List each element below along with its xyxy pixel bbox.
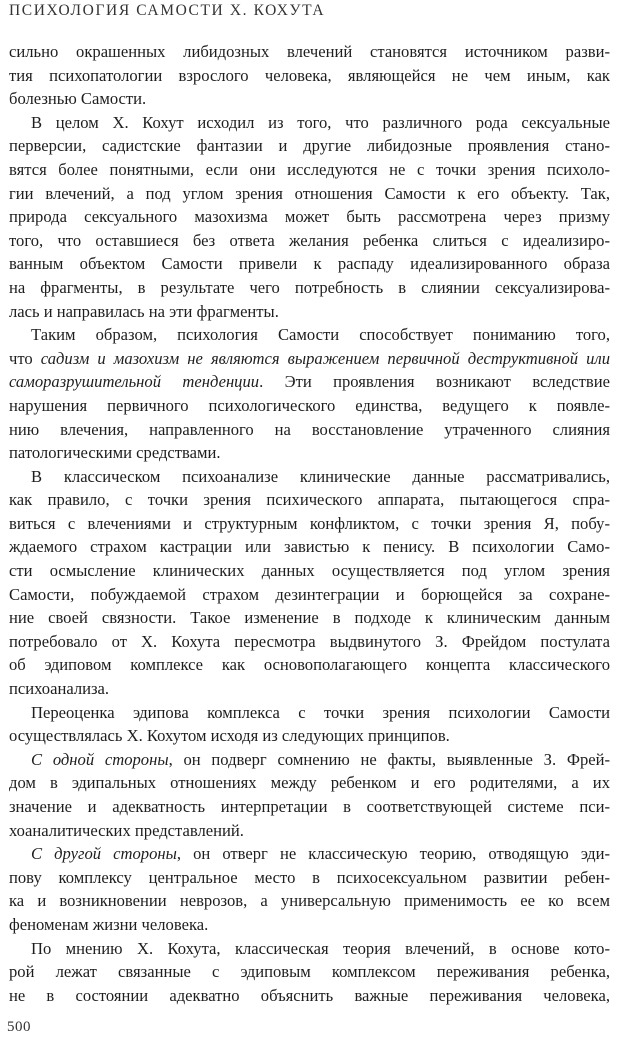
text-segment: психоанализа. <box>9 679 110 699</box>
text-line <box>9 653 610 677</box>
text-line <box>9 205 610 229</box>
text-segment: хоаналитических представлений. <box>9 820 244 840</box>
italic-text-segment: С другой стороны <box>31 844 177 864</box>
text-line <box>9 347 610 371</box>
text-segment: ние своей связности. Такое изменение в подходе к клиническим данным <box>9 608 610 628</box>
text-segment: нарушения первичного психологического единства, ведущего к появле- <box>9 395 610 415</box>
text-segment: потребовало от Х. Кохута пересмотра выдвинутого З. Фрейдом постулата <box>9 631 610 651</box>
text-segment: значение и адекватность интерпретации в соответствующей системе пси- <box>9 797 610 816</box>
text-line <box>9 323 610 347</box>
text-segment: . Эти проявления возникают вследствие <box>259 372 610 392</box>
text-segment: осуществлялась Х. Кохутом исходя из следующих принципов. <box>9 726 450 746</box>
text-segment: феноменам жизни человека. <box>9 914 209 934</box>
text-line <box>9 512 610 536</box>
text-line <box>9 795 610 819</box>
text-segment: об эдиповом комплексе как основополагающего концепта классического <box>9 655 610 675</box>
text-segment: сти осмысление клинических данных осуществляется под углом зрения <box>9 561 610 581</box>
text-line <box>9 394 610 418</box>
text-line <box>9 465 610 489</box>
text-segment: на фрагменты, в результате чего потребность в слиянии сексуализирова- <box>9 277 610 297</box>
text-line <box>9 370 610 394</box>
text-segment: В классическом психоанализе клинические данные рассматривались, <box>31 466 610 486</box>
text-line <box>9 559 610 583</box>
text-line <box>9 724 610 748</box>
text-segment: , он подверг сомнению не факты, выявленные З. Фрей- <box>168 749 610 769</box>
text-line <box>9 134 610 158</box>
text-segment: рой лежат связанные с эдиповым комплексом переживания ребенка, <box>9 962 610 982</box>
text-line <box>9 488 610 512</box>
text-line <box>9 418 610 442</box>
text-segment: природа сексуального мазохизма может быть рассмотрена через призму <box>9 207 610 227</box>
text-line <box>9 937 610 961</box>
text-line <box>9 252 610 276</box>
text-segment: В целом Х. Кохут исходил из того, что различного рода сексуальные <box>31 112 610 132</box>
text-line <box>9 300 610 324</box>
text-segment: ванным объектом Самости привели к распаду идеализированного образа <box>9 254 610 274</box>
text-segment: По мнению Х. Кохута, классическая теория влечений, в основе кото- <box>31 938 610 958</box>
text-segment: ждаемого страхом кастрации или завистью к пенису. В психологии Само- <box>9 537 610 557</box>
text-segment: ка и возникновении неврозов, а универсальную применимость ее ко всем <box>9 891 610 911</box>
text-line <box>9 229 610 253</box>
text-line <box>9 984 610 1008</box>
text-segment: болезнью Самости. <box>9 89 147 109</box>
text-line <box>9 866 610 890</box>
text-line <box>9 40 610 64</box>
text-segment: тия психопатологии взрослого человека, являющейся не чем иным, как <box>9 65 610 85</box>
text-segment: перверсии, садистские фантазии и другие либидозные проявления стано- <box>9 136 610 156</box>
text-line <box>9 701 610 725</box>
text-segment: что <box>9 348 41 368</box>
running-head: ПСИХОЛОГИЯ САМОСТИ Х. КОХУТА <box>9 2 326 19</box>
text-line <box>9 960 610 984</box>
text-segment: не в состоянии адекватно объяснить важные переживания человека, <box>9 985 610 1005</box>
italic-text-segment: саморазрушительной тенденции <box>9 372 260 392</box>
text-line <box>9 913 610 937</box>
text-line <box>9 677 610 701</box>
text-line <box>9 748 610 772</box>
text-line <box>9 583 610 607</box>
text-segment: Таким образом, психология Самости способствует пониманию того, <box>31 325 610 345</box>
text-segment: , он отверг не классическую теорию, отводящую эди- <box>176 844 610 864</box>
text-line <box>9 606 610 630</box>
text-line <box>9 111 610 135</box>
text-segment: виться с влечениями и структурным конфликтом, с точки зрения Я, побу- <box>9 513 610 533</box>
text-line <box>9 842 610 866</box>
text-segment: пову комплексу центральное место в психосексуальном развитии ребен- <box>9 867 610 887</box>
text-segment: Переоценка эдипова комплекса с точки зрения психологии Самости <box>31 702 610 722</box>
body-text <box>9 40 610 1007</box>
text-segment: сильно окрашенных либидозных влечений становятся источником разви- <box>9 42 610 61</box>
text-segment: Самости, побуждаемой страхом дезинтеграции и борющейся за сохране- <box>9 584 610 604</box>
italic-text-segment: садизм и мазохизм не являются выражением первичной деструктивной или <box>40 348 610 368</box>
text-segment: того, что оставшиеся без ответа желания ребенка слиться с идеализиро- <box>9 230 610 250</box>
text-line <box>9 276 610 300</box>
text-segment: вятся более понятными, если они исследуются не с точки зрения психоло- <box>9 159 610 179</box>
text-segment: нию влечения, направленного на восстановление утраченного слияния <box>9 419 610 439</box>
text-line <box>9 87 610 111</box>
text-line <box>9 630 610 654</box>
text-segment: гии влечений, а под углом зрения отношения Самости к его объекту. Так, <box>9 183 610 203</box>
text-line <box>9 771 610 795</box>
text-segment: как правило, с точки зрения психического аппарата, пытающегося спра- <box>9 490 610 510</box>
text-line <box>9 441 610 465</box>
text-segment: патологическими средствами. <box>9 443 221 463</box>
text-segment: лась и направилась на эти фрагменты. <box>9 301 279 321</box>
page-number: 500 <box>7 1019 31 1035</box>
text-line <box>9 819 610 843</box>
text-line <box>9 158 610 182</box>
text-line <box>9 535 610 559</box>
text-line <box>9 182 610 206</box>
italic-text-segment: С одной стороны <box>31 749 169 769</box>
text-line <box>9 889 610 913</box>
text-segment: дом в эдипальных отношениях между ребенком и его родителями, а их <box>9 773 610 793</box>
text-line <box>9 64 610 88</box>
